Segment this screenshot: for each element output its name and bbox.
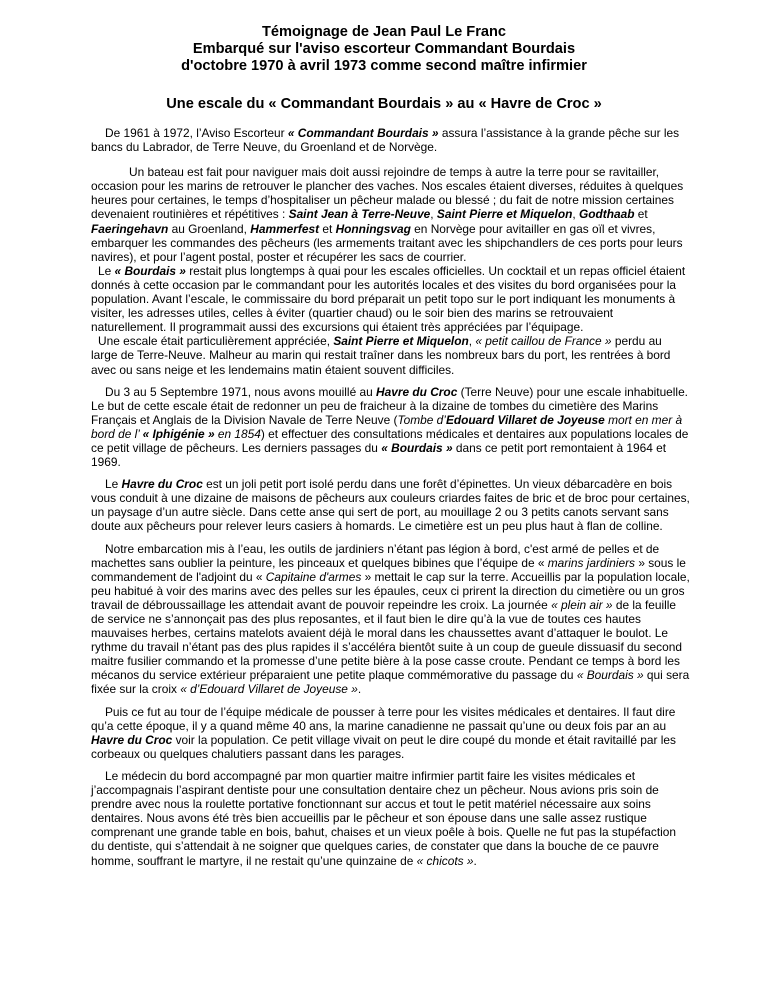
header-line-1: Témoignage de Jean Paul Le Franc	[261, 24, 507, 40]
paragraph-5: Du 3 au 5 Septembre 1971, nous avons mouillé au Havre du Croc (Terre Neuve) pour une escale inhabituelle. Le but de cette escale était de redonner un peu de fraicheur à la dizaine de tombes du cimetière des Marins Français et Anglais de la Division Navale de Terre Neuve (Tombe d’Edouard Villaret de Joyeuse mort en mer à bord de l’ « Iphigénie » en 1854) et effectuer des consultations médicales et dentaires aux populations locales de ce petit village de pêcheurs. Les derniers passages du « Bourdais » dans ce petit port remontaient à 1964 et 1969.	[91, 384, 689, 470]
header-line-2: Embarqué sur l'aviso escorteur Commandant Bourdais	[192, 41, 576, 57]
paragraph-9: Le médecin du bord accompagné par mon quartier maitre infirmier partit faire les visites médicales et j’accompagnais l’aspirant dentiste pour une consultation dentaire chez un pêcheur. Nous avions pris soin de prendre avec nous la roulette portative fonctionnant sur accus et tout le petit matériel nécessaire aux soins dentaires. Nous avons été très bien accueillis par le pêcheur et son épouse dans une salle assez rustique comprenant une grande table en bois, bahut, chaises et un vieux poêle à bois. Quelle ne fut pas la stupéfaction du dentiste, qui s’attendait à ne soigner que quelques caries, de constater que dans la bouche de ce pauvre homme, souffrant le martyre, il ne restait qu’une quinzaine de « chicots ».	[91, 768, 677, 868]
paragraph-4: Une escale était particulièrement appréciée, Saint Pierre et Miquelon, « petit caillou de France » perdu au large de Terre-Neuve. Malheur au marin qui restait traîner dans les nombreux bars du port, les rentrées à bord avec ou sans neige et les lendemains matin étaient souvent difficiles.	[91, 334, 671, 377]
paragraph-7: Notre embarcation mis à l’eau, les outils de jardiniers n’étant pas légion à bord, c'est armé de pelles et de machettes sans oublier la peinture, les pinceaux et quelques bibines que l’équipe de « marins jardiniers » sous le commandement de l'adjoint du « Capitaine d'armes » mettait le cap sur la terre. Accueillis par la population locale, peu habitué à voir des marins avec des pelles sur les épaules, ceux ci prirent la direction du cimetière ou un gros travail de débroussaillage les attendait avant de pouvoir repeindre les croix. La journée « plein air » de la feuille de service ne s’annonçait pas des plus reposantes, et il faut bien le dire qu’à la vue de toutes ces hautes mauvaises herbes, certains matelots avaient déjà le moral dans les chaussettes avant d’attaquer le boulot. Le rythme du travail n’étant pas des plus rapides il s’accéléra bientôt suite à un coup de gueule dissuasif du second maitre fusilier commando et la promesse d’une petite bière à la pose casse croute. Pendant ce temps à bord les mécanos du service extérieur préparaient une petite plaque commémorative du passage du « Bourdais » qui sera fixée sur la croix « d’Edouard Villaret de Joyeuse ».	[91, 541, 690, 697]
document-body	[91, 126, 691, 868]
paragraph-6: Le Havre du Croc est un joli petit port isolé perdu dans une forêt d’épinettes. Un vieux débarcadère en bois vous conduit à une dizaine de maisons de pêcheurs aux couleurs criardes faites de bric et de broc pour certaines, un paysage d’un autre siècle. Dans cette anse qui sert de port, au mouillage 2 ou 3 petits canots servant sans doute aux pêcheurs pour relever leurs casiers à homards. Le cimetière est un peu plus haut à flan de colline.	[91, 477, 690, 534]
paragraph-3: Le « Bourdais » restait plus longtemps à quai pour les escales officielles. Un cocktail et un repas officiel étaient donnés à cette occasion par le commandant pour les autorités locales et des visites du bord organisées pour la population. Avant l’escale, le commissaire du bord préparait un petit topo sur le port indiquant les monuments à visiter, les adresses utiles, celles à éviter (quartier chaud) ou le soir bien des marins se retrouvaient naturellement. Il programmait aussi des excursions qui étaient très appréciées par l’équipage.	[91, 263, 686, 335]
paragraph-8: Puis ce fut au tour de l’équipe médicale de pousser à terre pour les visites médicales et dentaires. Il faut dire qu’a cette époque, il y a quand même 40 ans, la marine canadienne ne passait qu’une ou deux fois par an au Havre du Croc voir la population. Ce petit village vivait on peut le dire coupé du monde et était ravitaillé par les corbeaux ou quelques chalutiers passant dans les parages.	[91, 704, 676, 761]
document-title: Une escale du « Commandant Bourdais » au « Havre de Croc »	[166, 96, 602, 112]
paragraph-2: Un bateau est fait pour naviguer mais doit aussi rejoindre de temps à autre la terre pour se ravitailler, occasion pour les marins de retrouver le plancher des vaches. Nos escales étaient diverses, réduites à quelques heures pour certaines, le temps d’hospitaliser un pêcheur malade ou blessé ; du fait de notre mission certaines devenaient routinières et répétitives : Saint Jean à Terre-Neuve, Saint Pierre et Miquelon, Godthaab et Faeringehavn au Groenland, Hammerfest et Honningsvag en Norvège pour avitailler en gas oïl et vivres, embarquer les commandes des pêcheurs (les armements traitant avec les shipchandlers de ces ports pour leurs navires), et pour l’agent postal, poster et récupérer les sacs de courrier.	[91, 165, 684, 264]
header-line-3: d'octobre 1970 à avril 1973 comme second maître infirmier	[181, 58, 587, 74]
document-header	[0, 24, 768, 75]
paragraph-1: De 1961 à 1972, l’Aviso Escorteur « Commandant Bourdais » assura l’assistance à la grande pêche sur les bancs du Labrador, de Terre Neuve, du Groenland et de Norvège.	[91, 126, 680, 155]
